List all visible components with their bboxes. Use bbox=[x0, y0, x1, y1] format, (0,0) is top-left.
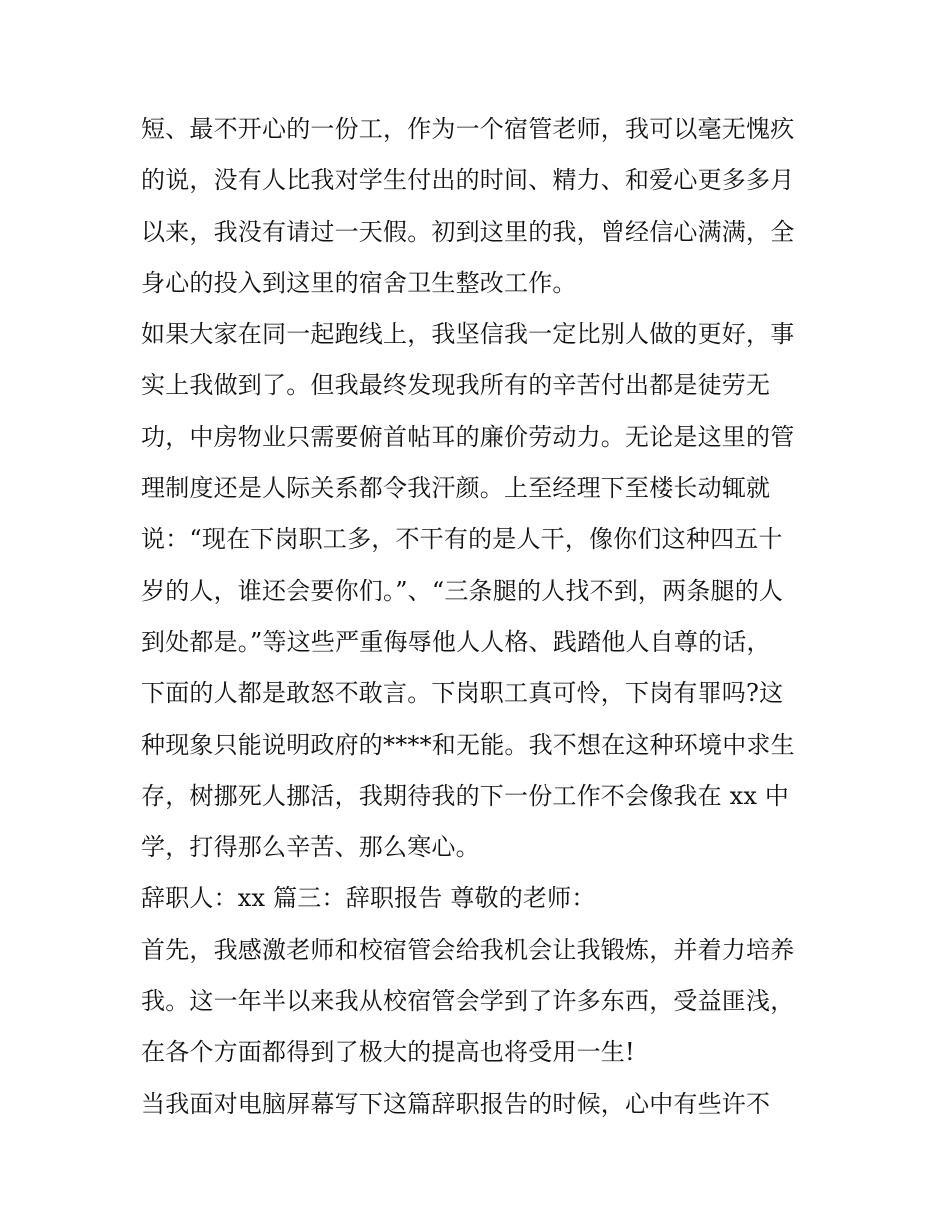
text-line: 存，树挪死人挪活，我期待我的下一份工作不会像我在 xx 中 bbox=[141, 781, 790, 810]
document-body bbox=[141, 104, 831, 1130]
text-line: 当我面对电脑屏幕写下这篇辞职报告的时候，心中有些许不 bbox=[141, 1089, 771, 1118]
text-line: 实上我做到了。但我最终发现我所有的辛苦付出都是徒劳无 bbox=[141, 371, 771, 400]
text-line: 身心的投入到这里的宿舍卫生整改工作。 bbox=[141, 268, 577, 297]
text-line: 以来，我没有请过一天假。初到这里的我，曾经信心满满，全 bbox=[141, 217, 795, 246]
text-line: 功，中房物业只需要俯首帖耳的廉价劳动力。无论是这里的管 bbox=[141, 422, 795, 451]
text-line: 说：“现在下岗职工多，不干有的是人干，像你们这种四五十 bbox=[141, 525, 783, 554]
text-line: 我。这一年半以来我从校宿管会学到了许多东西，受益匪浅， bbox=[141, 987, 795, 1016]
text-line: 的说，没有人比我对学生付出的时间、精力、和爱心更多多月 bbox=[141, 166, 795, 195]
text-line: 下面的人都是敢怒不敢言。下岗职工真可怜，下岗有罪吗?这 bbox=[141, 679, 784, 708]
section-heading: 辞职人：xx 篇三：辞职报告 尊敬的老师： bbox=[141, 884, 596, 913]
text-line: 理制度还是人际关系都令我汗颜。上至经理下至楼长动辄就 bbox=[141, 474, 771, 503]
text-line: 岁的人，谁还会要你们。”、“三条腿的人找不到，两条腿的人 bbox=[141, 576, 784, 605]
text-line: 如果大家在同一起跑线上，我坚信我一定比别人做的更好，事 bbox=[141, 320, 795, 349]
text-line: 学，打得那么辛苦、那么寒心。 bbox=[141, 833, 480, 862]
text-line: 短、最不开心的一份工，作为一个宿管老师，我可以毫无愧疚 bbox=[141, 115, 795, 143]
text-line: 在各个方面都得到了极大的提高也将受用一生! bbox=[141, 1038, 635, 1067]
text-line: 到处都是。”等这些严重侮辱他人人格、践踏他人自尊的话， bbox=[141, 627, 771, 656]
text-line: 首先，我感激老师和校宿管会给我机会让我锻炼，并着力培养 bbox=[141, 935, 795, 964]
text-line: 种现象只能说明政府的****和无能。我不想在这种环境中求生 bbox=[141, 730, 795, 759]
